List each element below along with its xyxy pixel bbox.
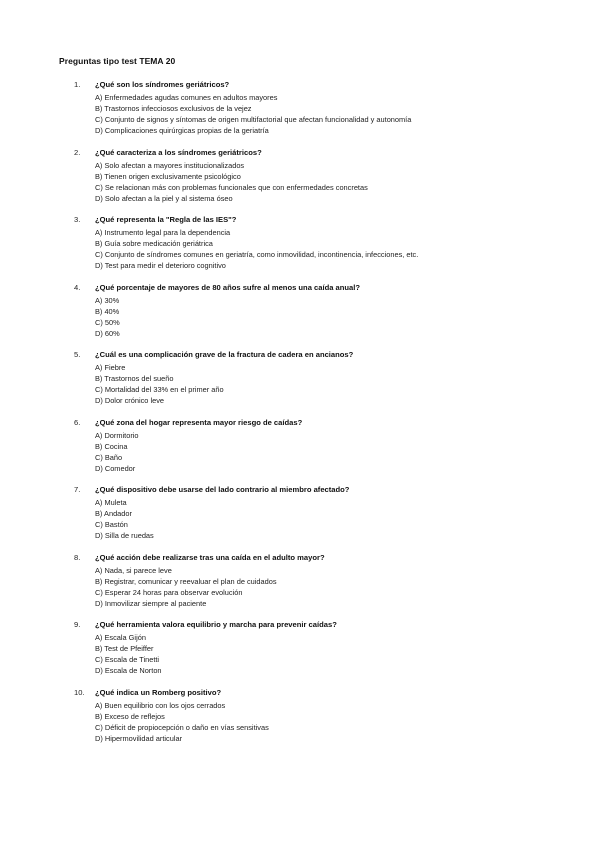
option-a: A) Enfermedades agudas comunes en adultos mayores	[95, 93, 278, 102]
question-6	[0, 418, 600, 486]
option-a: A) Buen equilibrio con los ojos cerrados	[95, 700, 226, 710]
option-b: B) Exceso de reflejos	[95, 711, 165, 721]
question-text: ¿Qué indica un Romberg positivo?	[95, 687, 222, 697]
question-text: ¿Cuál es una complicación grave de la fractura de cadera en ancianos?	[95, 350, 354, 359]
question-3	[0, 215, 600, 283]
option-b: B) Test de Pfeiffer	[95, 644, 154, 653]
question-text: ¿Qué porcentaje de mayores de 80 años sufre al menos una caída anual?	[95, 282, 361, 292]
option-b: B) Trastornos infecciosos exclusivos de la vejez	[95, 104, 252, 113]
option-a: A) Dormitorio	[95, 430, 139, 440]
question-text: ¿Qué zona del hogar representa mayor riesgo de caídas?	[95, 417, 303, 427]
document-title: Preguntas tipo test TEMA 20	[59, 56, 176, 66]
question-number: 6.	[74, 417, 81, 427]
option-c: C) Mortalidad del 33% en el primer año	[95, 385, 224, 394]
option-a: A) 30%	[95, 295, 120, 305]
question-list	[0, 80, 600, 755]
question-1	[0, 80, 600, 148]
option-list	[95, 497, 154, 541]
question-text: ¿Qué son los síndromes geriátricos?	[95, 80, 230, 89]
option-d: D) Test para medir el deterioro cognitivo	[95, 261, 226, 270]
question-number: 7.	[74, 485, 81, 494]
option-c: C) Bastón	[95, 520, 128, 529]
question-number: 4.	[74, 282, 81, 292]
option-b: B) Guía sobre medicación geriátrica	[95, 239, 213, 248]
option-list	[95, 227, 418, 271]
option-list	[95, 362, 224, 406]
option-d: D) 60%	[95, 328, 120, 338]
question-text: ¿Qué caracteriza a los síndromes geriátricos?	[95, 147, 262, 157]
option-a: A) Instrumento legal para la dependencia	[95, 228, 231, 237]
option-list	[95, 295, 120, 339]
option-d: D) Comedor	[95, 463, 136, 473]
question-text: ¿Qué dispositivo debe usarse del lado contrario al miembro afectado?	[95, 485, 350, 494]
option-c: C) Se relacionan más con problemas funcionales que con enfermedades concretas	[95, 182, 368, 192]
question-4	[0, 283, 600, 351]
option-a: A) Escala Gijón	[95, 633, 146, 642]
option-list	[95, 430, 139, 474]
option-a: A) Nada, si parece leve	[95, 565, 172, 575]
option-c: C) Conjunto de signos y síntomas de origen multifactorial que afectan funcionalidad y autonomía	[95, 115, 412, 124]
question-text: ¿Qué representa la "Regla de las IES"?	[95, 215, 237, 224]
option-list	[95, 92, 411, 136]
option-a: A) Muleta	[95, 498, 127, 507]
question-8	[0, 553, 600, 621]
option-c: C) Escala de Tinetti	[95, 655, 160, 664]
option-d: D) Hipermovilidad articular	[95, 733, 183, 743]
option-d: D) Silla de ruedas	[95, 531, 154, 540]
question-10	[0, 688, 600, 756]
option-a: A) Solo afectan a mayores institucionalizados	[95, 160, 245, 170]
question-number: 2.	[74, 147, 81, 157]
option-b: B) Trastornos del sueño	[95, 374, 174, 383]
question-7	[0, 485, 600, 553]
option-a: A) Fiebre	[95, 363, 126, 372]
option-d: D) Inmovilizar siempre al paciente	[95, 598, 207, 608]
question-number: 8.	[74, 552, 81, 562]
option-d: D) Complicaciones quirúrgicas propias de la geriatría	[95, 126, 269, 135]
question-2	[0, 148, 600, 216]
question-number: 5.	[74, 350, 81, 359]
question-number: 9.	[74, 620, 81, 629]
question-5	[0, 350, 600, 418]
option-list	[95, 160, 368, 204]
option-d: D) Solo afectan a la piel y al sistema óseo	[95, 193, 233, 203]
option-c: C) Déficit de propiocepción o daño en vías sensitivas	[95, 722, 269, 732]
option-list	[95, 565, 277, 609]
question-number: 10.	[74, 687, 85, 697]
option-list	[95, 632, 162, 676]
question-number: 1.	[74, 80, 81, 89]
question-text: ¿Qué acción debe realizarse tras una caída en el adulto mayor?	[95, 552, 325, 562]
option-b: B) Andador	[95, 509, 132, 518]
option-b: B) 40%	[95, 306, 120, 316]
question-text: ¿Qué herramienta valora equilibrio y marcha para prevenir caídas?	[95, 620, 337, 629]
option-c: C) 50%	[95, 317, 120, 327]
option-c: C) Baño	[95, 452, 123, 462]
question-number: 3.	[74, 215, 81, 224]
question-9	[0, 620, 600, 688]
option-d: D) Dolor crónico leve	[95, 396, 165, 405]
option-d: D) Escala de Norton	[95, 666, 162, 675]
option-b: B) Registrar, comunicar y reevaluar el plan de cuidados	[95, 576, 277, 586]
option-list	[95, 700, 269, 744]
option-c: C) Esperar 24 horas para observar evolución	[95, 587, 243, 597]
option-b: B) Tienen origen exclusivamente psicológico	[95, 171, 241, 181]
option-c: C) Conjunto de síndromes comunes en geriatría, como inmovilidad, incontinencia, infecciones, etc.	[95, 250, 419, 259]
option-b: B) Cocina	[95, 441, 128, 451]
